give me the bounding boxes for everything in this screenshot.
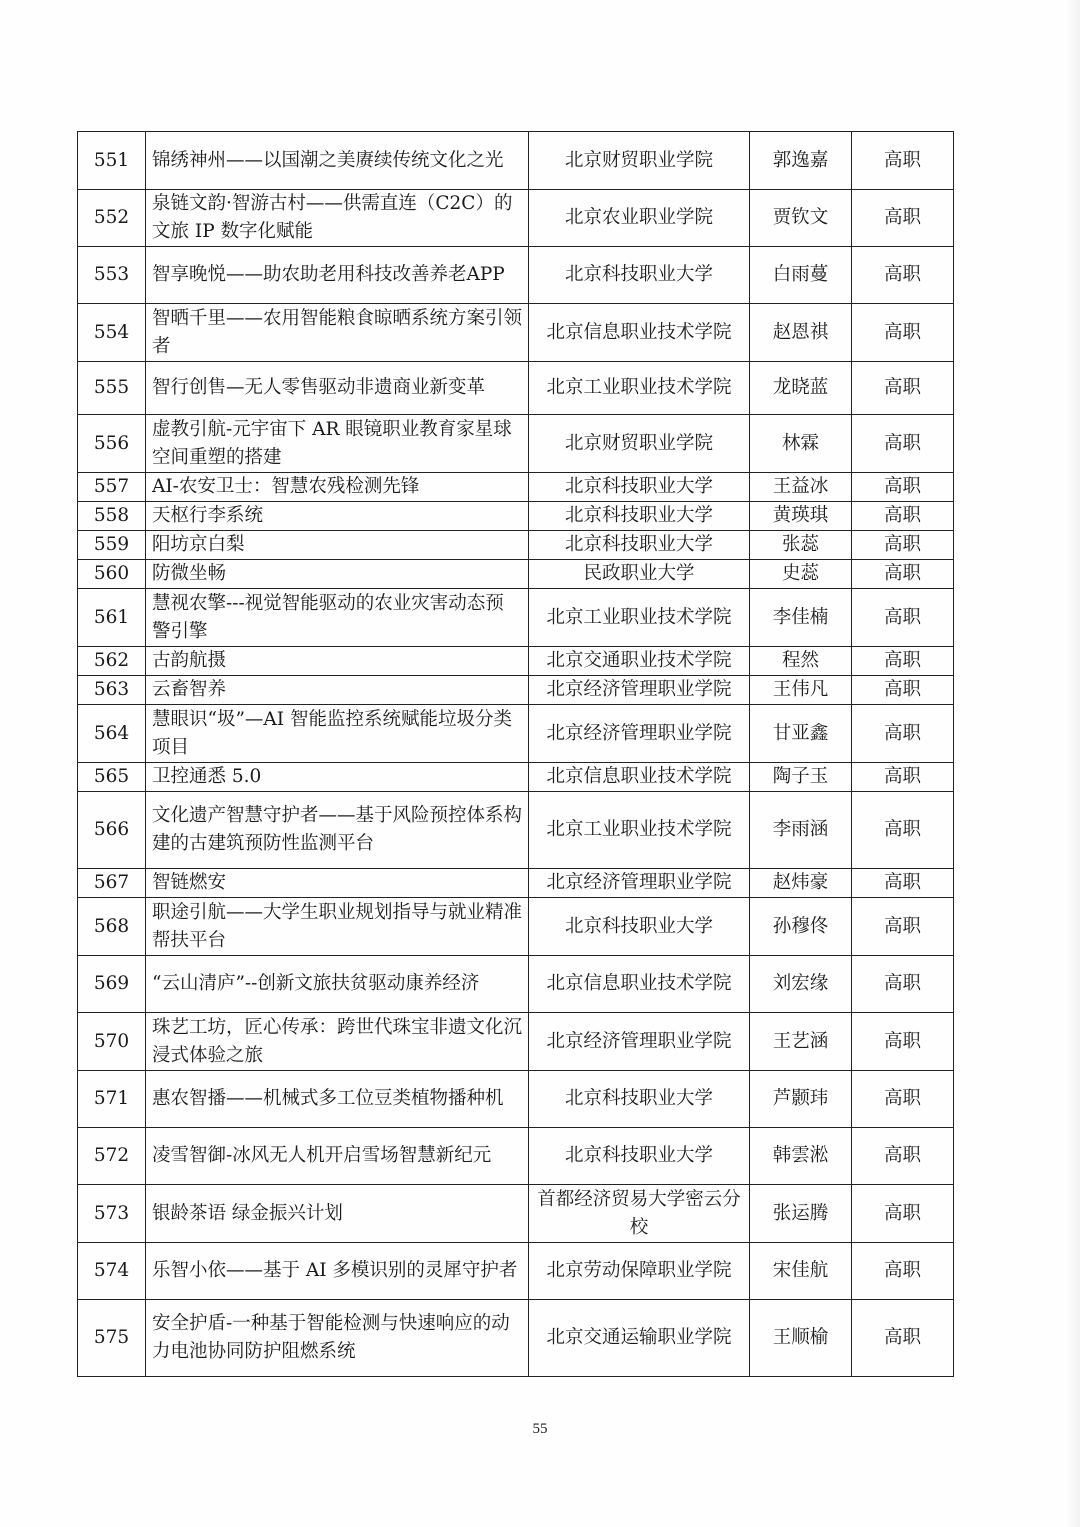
- school-name: 北京财贸职业学院: [529, 415, 750, 473]
- leader-name: 白雨蔓: [750, 247, 852, 304]
- leader-name: 甘亚鑫: [750, 705, 852, 763]
- table-row: [78, 792, 954, 869]
- table-row: [78, 1013, 954, 1071]
- table-row: [78, 531, 954, 560]
- school-name: 北京科技职业大学: [529, 1128, 750, 1185]
- table-row: [78, 589, 954, 647]
- table-row: [78, 869, 954, 898]
- table-row: [78, 1185, 954, 1243]
- leader-name: 王伟凡: [750, 676, 852, 705]
- leader-name: 黄瑛琪: [750, 502, 852, 531]
- school-name: 北京信息职业技术学院: [529, 763, 750, 792]
- row-number: 564: [78, 705, 146, 763]
- level-label: 高职: [852, 763, 954, 792]
- level-label: 高职: [852, 132, 954, 190]
- leader-name: 李雨涵: [750, 792, 852, 869]
- row-number: 552: [78, 190, 146, 247]
- row-number: 569: [78, 956, 146, 1013]
- project-name: 虚教引航-元宇宙下 AR 眼镜职业教育家星球空间重塑的搭建: [146, 415, 529, 473]
- project-name: 防微坐畅: [146, 560, 529, 589]
- project-name: 智享晚悦——助农助老用科技改善养老APP: [146, 247, 529, 304]
- row-number: 560: [78, 560, 146, 589]
- school-name: 北京农业职业学院: [529, 190, 750, 247]
- project-name: 智晒千里——农用智能粮食晾晒系统方案引领者: [146, 304, 529, 362]
- school-name: 首都经济贸易大学密云分校: [529, 1185, 750, 1243]
- leader-name: 郭逸嘉: [750, 132, 852, 190]
- school-name: 北京信息职业技术学院: [529, 956, 750, 1013]
- school-name: 北京科技职业大学: [529, 898, 750, 956]
- scan-edge-shadow: [1066, 0, 1080, 1527]
- project-name: “云山清庐”--创新文旅扶贫驱动康养经济: [146, 956, 529, 1013]
- table-row: [78, 362, 954, 415]
- table-row: [78, 1243, 954, 1300]
- row-number: 566: [78, 792, 146, 869]
- school-name: 北京科技职业大学: [529, 473, 750, 502]
- school-name: 北京交通职业技术学院: [529, 647, 750, 676]
- level-label: 高职: [852, 304, 954, 362]
- school-name: 北京劳动保障职业学院: [529, 1243, 750, 1300]
- level-label: 高职: [852, 956, 954, 1013]
- school-name: 北京经济管理职业学院: [529, 869, 750, 898]
- row-number: 555: [78, 362, 146, 415]
- leader-name: 史蕊: [750, 560, 852, 589]
- level-label: 高职: [852, 898, 954, 956]
- level-label: 高职: [852, 415, 954, 473]
- leader-name: 韩雲淞: [750, 1128, 852, 1185]
- project-name: 文化遗产智慧守护者——基于风险预控体系构建的古建筑预防性监测平台: [146, 792, 529, 869]
- table-row: [78, 956, 954, 1013]
- leader-name: 刘宏缘: [750, 956, 852, 1013]
- project-name: 银龄茶语 绿金振兴计划: [146, 1185, 529, 1243]
- project-name: 天枢行李系统: [146, 502, 529, 531]
- table-body: [78, 132, 954, 1377]
- level-label: 高职: [852, 1185, 954, 1243]
- project-name: 惠农智播——机械式多工位豆类植物播种机: [146, 1071, 529, 1128]
- project-name: 职途引航——大学生职业规划指导与就业精准帮扶平台: [146, 898, 529, 956]
- leader-name: 孙穆佟: [750, 898, 852, 956]
- leader-name: 张蕊: [750, 531, 852, 560]
- row-number: 557: [78, 473, 146, 502]
- level-label: 高职: [852, 362, 954, 415]
- table-row: [78, 304, 954, 362]
- level-label: 高职: [852, 247, 954, 304]
- table-row: [78, 190, 954, 247]
- project-name: 慧视农擎---视觉智能驱动的农业灾害动态预警引擎: [146, 589, 529, 647]
- project-name: 智行创售—无人零售驱动非遗商业新变革: [146, 362, 529, 415]
- page-number: 55: [532, 1421, 548, 1437]
- level-label: 高职: [852, 531, 954, 560]
- school-name: 北京工业职业技术学院: [529, 792, 750, 869]
- leader-name: 王益冰: [750, 473, 852, 502]
- row-number: 556: [78, 415, 146, 473]
- level-label: 高职: [852, 792, 954, 869]
- project-name: 古韵航摄: [146, 647, 529, 676]
- row-number: 570: [78, 1013, 146, 1071]
- table-row: [78, 1071, 954, 1128]
- row-number: 563: [78, 676, 146, 705]
- project-name: 珠艺工坊，匠心传承：跨世代珠宝非遗文化沉浸式体验之旅: [146, 1013, 529, 1071]
- leader-name: 赵恩祺: [750, 304, 852, 362]
- school-name: 北京科技职业大学: [529, 247, 750, 304]
- table-row: [78, 705, 954, 763]
- level-label: 高职: [852, 705, 954, 763]
- project-name: 云畜智养: [146, 676, 529, 705]
- table-row: [78, 132, 954, 190]
- row-number: 558: [78, 502, 146, 531]
- row-number: 553: [78, 247, 146, 304]
- project-name: 慧眼识“圾”—AI 智能监控系统赋能垃圾分类项目: [146, 705, 529, 763]
- level-label: 高职: [852, 676, 954, 705]
- leader-name: 林霖: [750, 415, 852, 473]
- school-name: 北京科技职业大学: [529, 502, 750, 531]
- project-name: 泉链文韵·智游古村——供需直连（C2C）的文旅 IP 数字化赋能: [146, 190, 529, 247]
- table-row: [78, 502, 954, 531]
- school-name: 北京经济管理职业学院: [529, 705, 750, 763]
- row-number: 554: [78, 304, 146, 362]
- row-number: 572: [78, 1128, 146, 1185]
- row-number: 575: [78, 1300, 146, 1377]
- row-number: 559: [78, 531, 146, 560]
- row-number: 574: [78, 1243, 146, 1300]
- table-row: [78, 415, 954, 473]
- school-name: 北京信息职业技术学院: [529, 304, 750, 362]
- table-row: [78, 560, 954, 589]
- school-name: 北京工业职业技术学院: [529, 362, 750, 415]
- row-number: 551: [78, 132, 146, 190]
- project-name: 安全护盾-一种基于智能检测与快速响应的动力电池协同防护阻燃系统: [146, 1300, 529, 1377]
- row-number: 573: [78, 1185, 146, 1243]
- table-row: [78, 1300, 954, 1377]
- project-name: 阳坊京白梨: [146, 531, 529, 560]
- project-name: AI-农安卫士：智慧农残检测先锋: [146, 473, 529, 502]
- table-row: [78, 473, 954, 502]
- level-label: 高职: [852, 502, 954, 531]
- award-list-table: [77, 131, 954, 1377]
- leader-name: 芦颢玮: [750, 1071, 852, 1128]
- leader-name: 陶子玉: [750, 763, 852, 792]
- level-label: 高职: [852, 473, 954, 502]
- table-row: [78, 247, 954, 304]
- school-name: 北京科技职业大学: [529, 531, 750, 560]
- school-name: 北京交通运输职业学院: [529, 1300, 750, 1377]
- leader-name: 王顺榆: [750, 1300, 852, 1377]
- leader-name: 赵炜豪: [750, 869, 852, 898]
- level-label: 高职: [852, 1128, 954, 1185]
- level-label: 高职: [852, 869, 954, 898]
- row-number: 567: [78, 869, 146, 898]
- table-row: [78, 898, 954, 956]
- level-label: 高职: [852, 1243, 954, 1300]
- table-row: [78, 647, 954, 676]
- leader-name: 王艺涵: [750, 1013, 852, 1071]
- level-label: 高职: [852, 190, 954, 247]
- leader-name: 龙晓蓝: [750, 362, 852, 415]
- project-name: 乐智小依——基于 AI 多模识别的灵犀守护者: [146, 1243, 529, 1300]
- leader-name: 贾钦文: [750, 190, 852, 247]
- school-name: 北京工业职业技术学院: [529, 589, 750, 647]
- row-number: 571: [78, 1071, 146, 1128]
- level-label: 高职: [852, 589, 954, 647]
- leader-name: 李佳楠: [750, 589, 852, 647]
- table-row: [78, 1128, 954, 1185]
- row-number: 562: [78, 647, 146, 676]
- row-number: 565: [78, 763, 146, 792]
- school-name: 北京科技职业大学: [529, 1071, 750, 1128]
- table-row: [78, 763, 954, 792]
- project-name: 锦绣神州——以国潮之美赓续传统文化之光: [146, 132, 529, 190]
- project-name: 凌雪智御-冰风无人机开启雪场智慧新纪元: [146, 1128, 529, 1185]
- level-label: 高职: [852, 560, 954, 589]
- level-label: 高职: [852, 1013, 954, 1071]
- row-number: 561: [78, 589, 146, 647]
- school-name: 北京经济管理职业学院: [529, 1013, 750, 1071]
- school-name: 民政职业大学: [529, 560, 750, 589]
- leader-name: 宋佳航: [750, 1243, 852, 1300]
- level-label: 高职: [852, 1300, 954, 1377]
- table-row: [78, 676, 954, 705]
- project-name: 卫控通悉 5.0: [146, 763, 529, 792]
- school-name: 北京经济管理职业学院: [529, 676, 750, 705]
- level-label: 高职: [852, 647, 954, 676]
- school-name: 北京财贸职业学院: [529, 132, 750, 190]
- project-name: 智链燃安: [146, 869, 529, 898]
- leader-name: 程然: [750, 647, 852, 676]
- level-label: 高职: [852, 1071, 954, 1128]
- row-number: 568: [78, 898, 146, 956]
- leader-name: 张运腾: [750, 1185, 852, 1243]
